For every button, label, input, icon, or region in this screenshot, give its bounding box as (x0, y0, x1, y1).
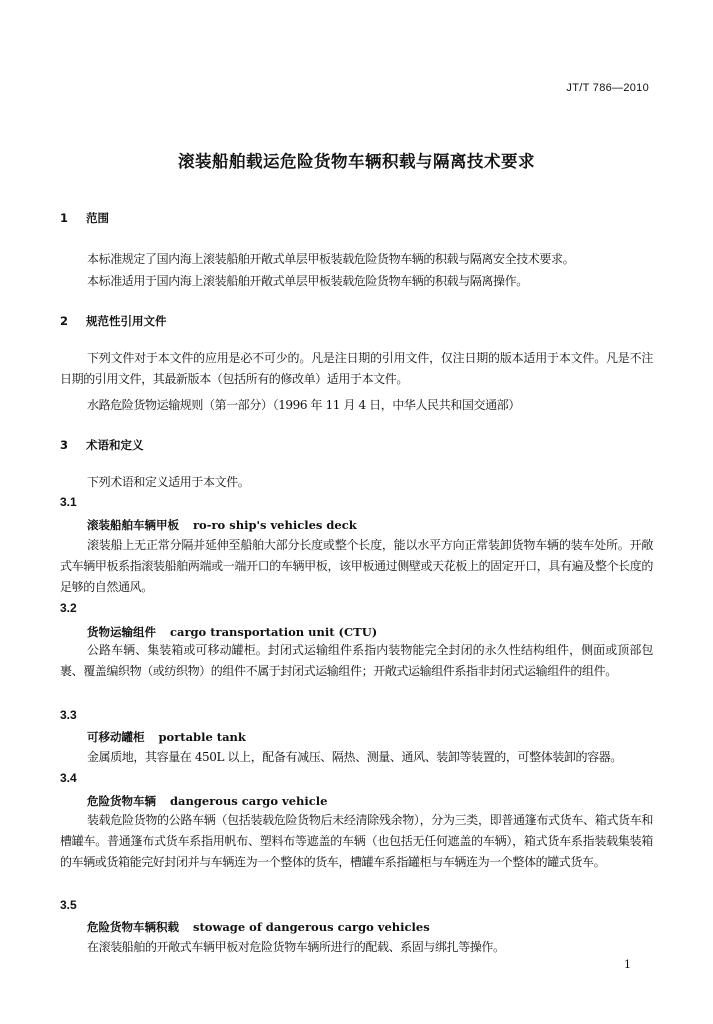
term-heading (87, 517, 357, 533)
term-chinese: 货物运输组件 (87, 625, 156, 639)
section-number: 1 (60, 211, 69, 225)
term-heading (87, 919, 430, 935)
term-english: ro-ro ship's vehicles deck (193, 518, 357, 532)
term-chinese: 危险货物车辆积载 (87, 920, 179, 934)
section-number: 3 (60, 438, 69, 452)
section-title: 术语和定义 (86, 438, 144, 452)
term-chinese: 可移动罐柜 (87, 730, 145, 744)
section-heading-references (60, 313, 167, 329)
clause-number: 3.5 (60, 898, 77, 912)
section-heading-terms (60, 437, 144, 453)
document-title: 滚装船舶载运危险货物车辆积载与隔离技术要求 (178, 152, 535, 171)
term-english: stowage of dangerous cargo vehicles (193, 920, 430, 934)
section-heading-scope (60, 210, 109, 226)
term-definition: 装载危险货物的公路车辆（包括装载危险货物后未经清除残余物），分为三类，即普通篷布式货车、箱式货车和槽罐车。普通篷布式货车系指用帆布、塑料布等遮盖的车辆（也包括无任何遮盖的车辆），箱式货车系指装载集装箱的车辆或货箱能完好封闭并与车辆连为一个整体的货车，槽罐车系指罐柜与车辆连为一个整体的罐式货车。 (60, 813, 653, 869)
clause-number: 3.2 (60, 601, 77, 615)
page-number: 1 (624, 958, 631, 971)
standard-code: JT/T 786—2010 (566, 82, 649, 94)
clause-number: 3.4 (60, 771, 77, 785)
term-definition: 金属质地，其容量在 450L 以上，配备有减压、隔热、测量、通风、装卸等装置的，可整体装卸的容器。 (87, 750, 622, 764)
term-definition: 在滚装船舶的开敞式车辆甲板对危险货物车辆所进行的配载、系固与绑扎等操作。 (87, 940, 505, 954)
section-title: 范围 (86, 211, 109, 225)
clause-number: 3.1 (60, 495, 77, 509)
term-english: dangerous cargo vehicle (170, 794, 328, 808)
term-english: cargo transportation unit (CTU) (170, 625, 378, 639)
term-heading (87, 729, 246, 745)
clause-number: 3.3 (60, 708, 77, 722)
term-english: portable tank (158, 730, 246, 744)
section-number: 2 (60, 314, 69, 328)
term-definition: 公路车辆、集装箱或可移动罐柜。封闭式运输组件系指内装物能完全封闭的永久性结构组件，侧面或顶部包裹、覆盖编织物（或纺织物）的组件不属于封闭式运输组件；开敞式运输组件系指非封闭式运输组件的组件。 (60, 643, 653, 678)
terms-intro: 下列术语和定义适用于本文件。 (87, 475, 250, 489)
scope-paragraph-1: 本标准规定了国内海上滚装船舶开敞式单层甲板装载危险货物车辆的积载与隔离安全技术要求。 (87, 252, 575, 266)
term-definition: 滚装船上无正常分隔并延伸至船舶大部分长度或整个长度，能以水平方向正常装卸货物车辆的装车处所。开敞式车辆甲板系指滚装船舶两端或一端开口的车辆甲板，该甲板通过侧壁或天花板上的固定开口，具有遍及整个长度的足够的自然通风。 (60, 538, 653, 594)
term-chinese: 滚装船舶车辆甲板 (87, 518, 179, 532)
term-heading (87, 793, 327, 809)
scope-paragraph-2: 本标准适用于国内海上滚装船舶开敞式单层甲板装载危险货物车辆的积载与隔离操作。 (87, 274, 528, 288)
term-chinese: 危险货物车辆 (87, 794, 156, 808)
references-paragraph-1: 下列文件对于本文件的应用是必不可少的。凡是注日期的引用文件，仅注日期的版本适用于本文件。凡是不注日期的引用文件，其最新版本（包括所有的修改单）适用于本文件。 (60, 351, 653, 386)
section-title: 规范性引用文件 (86, 314, 167, 328)
term-heading (87, 624, 377, 640)
references-paragraph-2: 水路危险货物运输规则（第一部分）（1996 年 11 月 4 日，中华人民共和国交通部） (87, 398, 520, 412)
